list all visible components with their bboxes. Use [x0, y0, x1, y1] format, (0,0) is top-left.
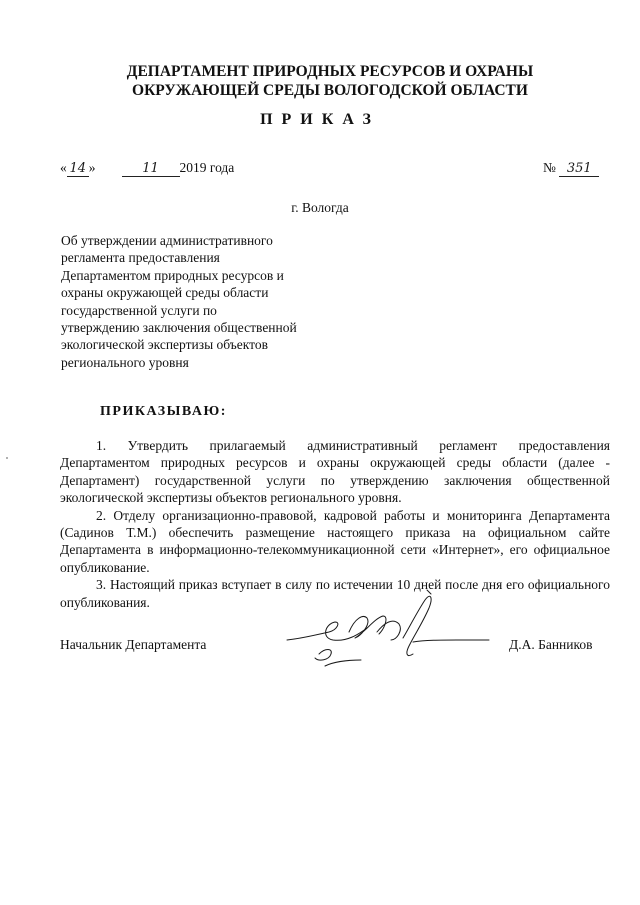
subject-line: утверждению заключения общественной	[61, 320, 297, 336]
date-open-quote: «	[60, 160, 67, 175]
order-subject	[61, 232, 341, 371]
date-day-field: 14	[67, 161, 89, 177]
date-close-quote: »	[88, 160, 96, 175]
organization-name	[40, 62, 620, 100]
subject-line: Об утверждении административного	[61, 233, 273, 248]
document-title: ПРИКАЗ	[260, 111, 380, 128]
date-month-field: 11	[122, 161, 180, 177]
order-paragraph-1: 1. Утвердить прилагаемый административный регламент предоставления Департаментом природных ресурсов и охраны окружающей среды области (далее - Департамент) государственной услуги по утверждению заключения общественной экологической экспертизы объектов регионального уровня.	[60, 438, 610, 506]
date-year: 2019 года	[179, 160, 235, 175]
handwritten-signature	[285, 588, 490, 672]
subject-line: экологической экспертизы объектов	[61, 337, 269, 353]
order-paragraph-3: 3. Настоящий приказ вступает в силу по истечении 10 дней после дня его официального опубликования.	[60, 577, 610, 610]
organization-name-line-2: ОКРУЖАЮЩЕЙ СРЕДЫ ВОЛОГОДСКОЙ ОБЛАСТИ	[132, 82, 528, 99]
order-directive: ПРИКАЗЫВАЮ:	[100, 404, 227, 419]
subject-line: регионального уровня	[61, 354, 189, 370]
signer-title: Начальник Департамента	[60, 637, 207, 652]
subject-line: охраны окружающей среды области	[61, 285, 269, 301]
order-number	[543, 160, 599, 180]
margin-dot	[4, 455, 10, 461]
order-date	[60, 160, 234, 180]
organization-name-line-1: ДЕПАРТАМЕНТ ПРИРОДНЫХ РЕСУРСОВ И ОХРАНЫ	[126, 63, 534, 80]
signer-name: Д.А. Банников	[509, 637, 593, 652]
city: г. Вологда	[291, 200, 349, 215]
subject-line: Департаментом природных ресурсов и	[61, 267, 284, 283]
number-value-field: 351	[559, 161, 599, 177]
order-body	[60, 437, 610, 611]
order-paragraph-2: 2. Отделу организационно-правовой, кадровой работы и мониторинга Департамента (Садинов Т.М.) обеспечить размещение настоящего приказа на официальном сайте Департамента в информационно-телекоммуникационной сети «Интернет», его официальное опубликование.	[60, 507, 610, 575]
subject-line: государственной услуги по	[61, 302, 217, 318]
number-label: №	[543, 160, 556, 175]
subject-line: регламента предоставления	[61, 250, 220, 266]
